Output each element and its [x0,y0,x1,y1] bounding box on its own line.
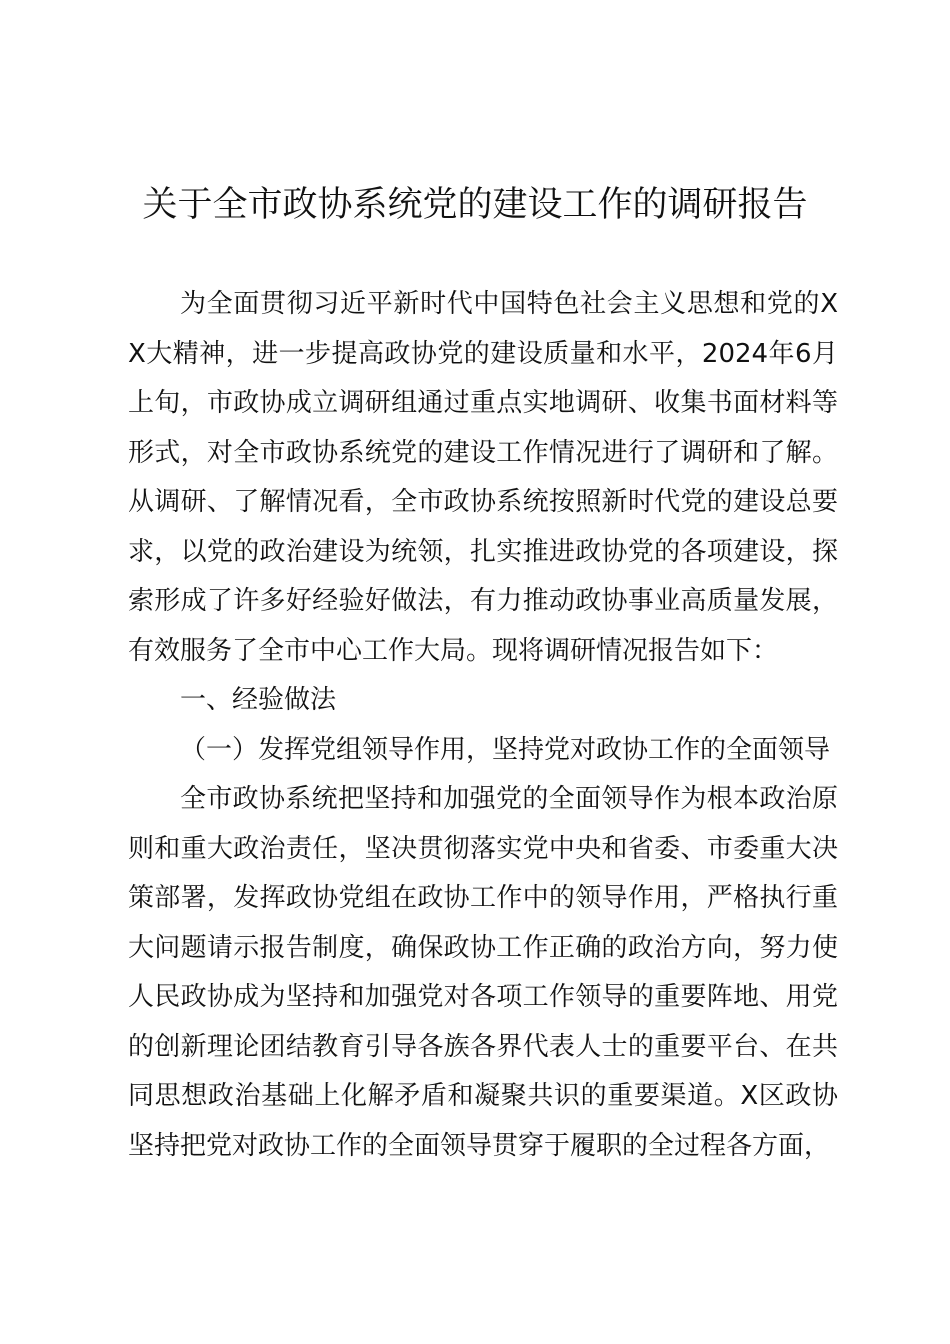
subsection-paragraph: 全市政协系统把坚持和加强党的全面领导作为根本政治原则和重大政治责任，坚决贯彻落实党中央和省委、市委重大决策部署，发挥政协党组在政协工作中的领导作用，严格执行重大问题请示报告制度，确保政协工作正确的政治方向，努力使人民政协成为坚持和加强党对各项工作领导的重要阵地、用党的创新理论团结教育引导各族各界代表人士的重要平台、在共同思想政治基础上化解矛盾和凝聚共识的重要渠道。X区政协坚持把党对政协工作的全面领导贯穿于履职的全过程各方面， [128,784,838,1161]
section-heading: 一、经验做法 [180,685,337,715]
intro-paragraph: 为全面贯彻习近平新时代中国特色社会主义思想和党的XX大精神，进一步提高政协党的建设质量和水平，2024年6月上旬，市政协成立调研组通过重点实地调研、收集书面材料等形式，对全市政协系统党的建设工作情况进行了调研和了解。从调研、了解情况看，全市政协系统按照新时代党的建设总要求，以党的政治建设为统领，扎实推进政协党的各项建设，探索形成了许多好经验好做法，有力推动政协事业高质量发展，有效服务了全市中心工作大局。现将调研情况报告如下： [128,289,838,666]
subsection-heading: （一）发挥党组领导作用，坚持党对政协工作的全面领导 [180,734,831,765]
document-title: 关于全市政协系统党的建设工作的调研报告 [142,185,808,225]
document-body [128,280,838,1171]
